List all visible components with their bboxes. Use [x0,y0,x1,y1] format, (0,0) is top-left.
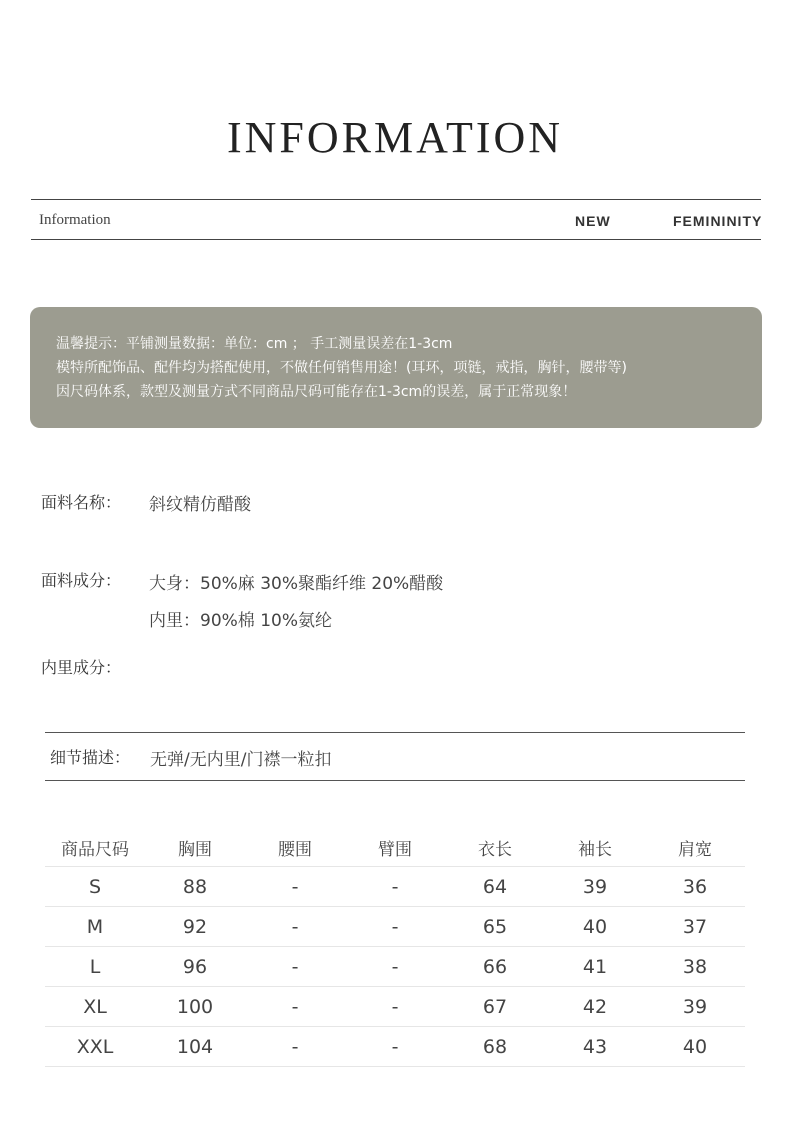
fabric-composition-lining: 内里：90%棉 10%氨纶 [149,611,332,631]
table-cell: 67 [445,987,545,1027]
detail-divider-top [45,732,745,733]
table-cell: 68 [445,1027,545,1067]
info-strip-label: Information [39,212,111,228]
header-size: 商品尺码 [61,839,129,860]
table-cell: 92 [145,907,245,947]
table-cell: 40 [645,1027,745,1067]
header-chest: 胸围 [178,839,212,860]
table-cell: 39 [645,987,745,1027]
table-cell: S [45,867,145,907]
table-cell: 41 [545,947,645,987]
table-row [45,947,745,987]
table-cell: - [245,1027,345,1067]
table-cell: - [245,947,345,987]
table-row [45,907,745,947]
table-row [45,1027,745,1067]
table-cell: 100 [145,987,245,1027]
size-table [45,828,745,1067]
table-cell: - [345,947,445,987]
table-cell: - [345,907,445,947]
table-cell: 36 [645,867,745,907]
header-length: 衣长 [478,839,512,860]
header-divider-top [31,199,761,200]
table-cell: 42 [545,987,645,1027]
size-table-header [45,828,745,867]
header-divider-bottom [31,239,761,240]
table-cell: 39 [545,867,645,907]
table-cell: M [45,907,145,947]
table-cell: L [45,947,145,987]
table-cell: XL [45,987,145,1027]
table-cell: 40 [545,907,645,947]
info-strip-new: NEW [575,213,611,229]
notice-line-1: 温馨提示：平铺测量数据：单位：cm ； 手工测量误差在1-3cm [56,336,453,352]
table-cell: - [245,987,345,1027]
detail-value: 无弹/无内里/门襟一粒扣 [150,750,332,770]
table-cell: - [245,907,345,947]
table-cell: 66 [445,947,545,987]
table-cell: 43 [545,1027,645,1067]
fabric-name-value: 斜纹精仿醋酸 [149,495,251,515]
table-cell: 38 [645,947,745,987]
lining-composition-label: 内里成分： [41,658,122,677]
table-cell: 64 [445,867,545,907]
table-row [45,867,745,907]
table-cell: 65 [445,907,545,947]
notice-line-3: 因尺码体系，款型及测量方式不同商品尺码可能存在1-3cm的误差，属于正常现象！ [56,384,577,400]
table-cell: - [345,987,445,1027]
fabric-name-label: 面料名称： [41,493,122,512]
header-shoulder: 肩宽 [678,839,712,860]
info-strip-femininity: FEMININITY [673,213,763,229]
table-cell: XXL [45,1027,145,1067]
table-cell: 96 [145,947,245,987]
detail-divider-bottom [45,780,745,781]
table-cell: 104 [145,1027,245,1067]
fabric-composition-body: 大身：50%麻 30%聚酯纤维 20%醋酸 [149,574,444,594]
fabric-composition-label: 面料成分： [41,571,122,590]
notice-line-2: 模特所配饰品、配件均为搭配使用，不做任何销售用途！(耳环，项链，戒指，胸针，腰带等) [56,360,627,376]
table-cell: 37 [645,907,745,947]
table-row [45,987,745,1027]
table-cell: - [245,867,345,907]
header-arm: 臂围 [378,839,412,860]
header-waist: 腰围 [278,839,312,860]
notice-box [30,307,762,428]
table-cell: 88 [145,867,245,907]
detail-label: 细节描述： [50,748,131,767]
page-title: INFORMATION [226,113,564,162]
table-cell: - [345,1027,445,1067]
header-sleeve: 袖长 [578,839,612,860]
table-cell: - [345,867,445,907]
